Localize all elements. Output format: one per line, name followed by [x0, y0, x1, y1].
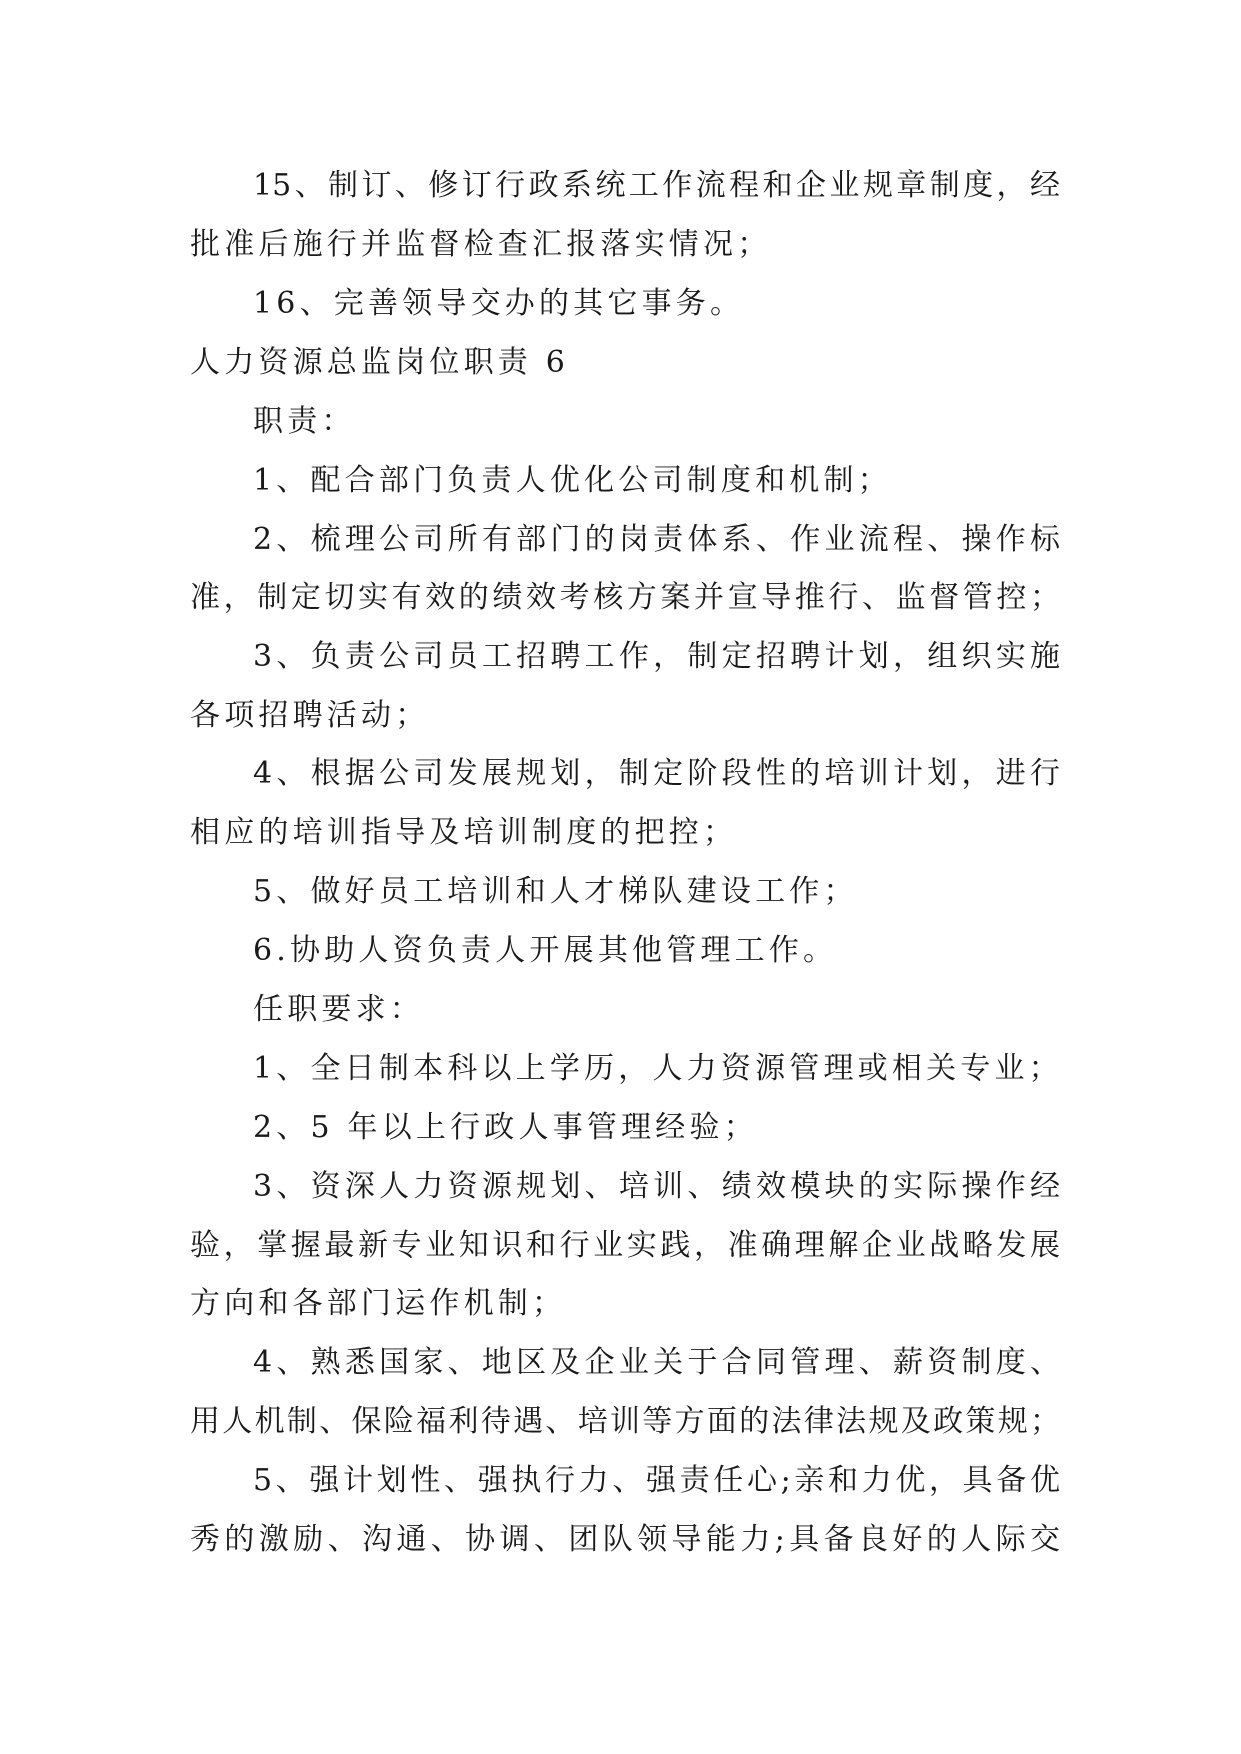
- paragraph-line: 2、5 年以上行政人事管理经验；: [253, 1110, 758, 1145]
- paragraph-line: 1、全日制本科以上学历，人力资源管理或相关专业；: [253, 1051, 1063, 1086]
- subheading: 职责：: [253, 404, 356, 439]
- paragraph-line: 秀的激励、沟通、协调、团队领导能力;具备良好的人际交: [190, 1522, 1060, 1557]
- paragraph-line: 3、负责公司员工招聘工作，制定招聘计划，组织实施: [253, 639, 1060, 674]
- paragraph-line: 4、根据公司发展规划，制定阶段性的培训计划，进行: [253, 756, 1060, 791]
- paragraph-line: 6.协助人资负责人开展其他管理工作。: [253, 933, 838, 968]
- paragraph-line: 准，制定切实有效的绩效考核方案并宣导推行、监督管控；: [190, 580, 1060, 615]
- paragraph-line: 2、梳理公司所有部门的岗责体系、作业流程、操作标: [253, 522, 1060, 557]
- section-heading: 人力资源总监岗位职责 6: [190, 345, 570, 380]
- paragraph-line: 相应的培训指导及培训制度的把控；: [190, 815, 738, 850]
- paragraph-line: 5、强计划性、强执行力、强责任心;亲和力优，具备优: [253, 1463, 1060, 1498]
- paragraph-line: 5、做好员工培训和人才梯队建设工作；: [253, 874, 858, 909]
- paragraph-line: 各项招聘活动；: [190, 698, 430, 733]
- subheading: 任职要求：: [253, 992, 424, 1027]
- paragraph-line: 方向和各部门运作机制；: [190, 1286, 567, 1321]
- paragraph-line: 用人机制、保险福利待遇、培训等方面的法律法规及政策规；: [190, 1404, 1060, 1439]
- paragraph-line: 3、资深人力资源规划、培训、绩效模块的实际操作经: [253, 1169, 1060, 1204]
- paragraph-line: 4、熟悉国家、地区及企业关于合同管理、薪资制度、: [253, 1345, 1060, 1380]
- paragraph-line: 验，掌握最新专业知识和行业实践，准确理解企业战略发展: [190, 1228, 1060, 1263]
- paragraph-line: 16、完善领导交办的其它事务。: [253, 286, 745, 321]
- paragraph-line: 批准后施行并监督检查汇报落实情况；: [190, 227, 772, 262]
- paragraph-line: 1、配合部门负责人优化公司制度和机制；: [253, 463, 892, 498]
- paragraph-line: 15、制订、修订行政系统工作流程和企业规章制度，经: [253, 168, 1060, 203]
